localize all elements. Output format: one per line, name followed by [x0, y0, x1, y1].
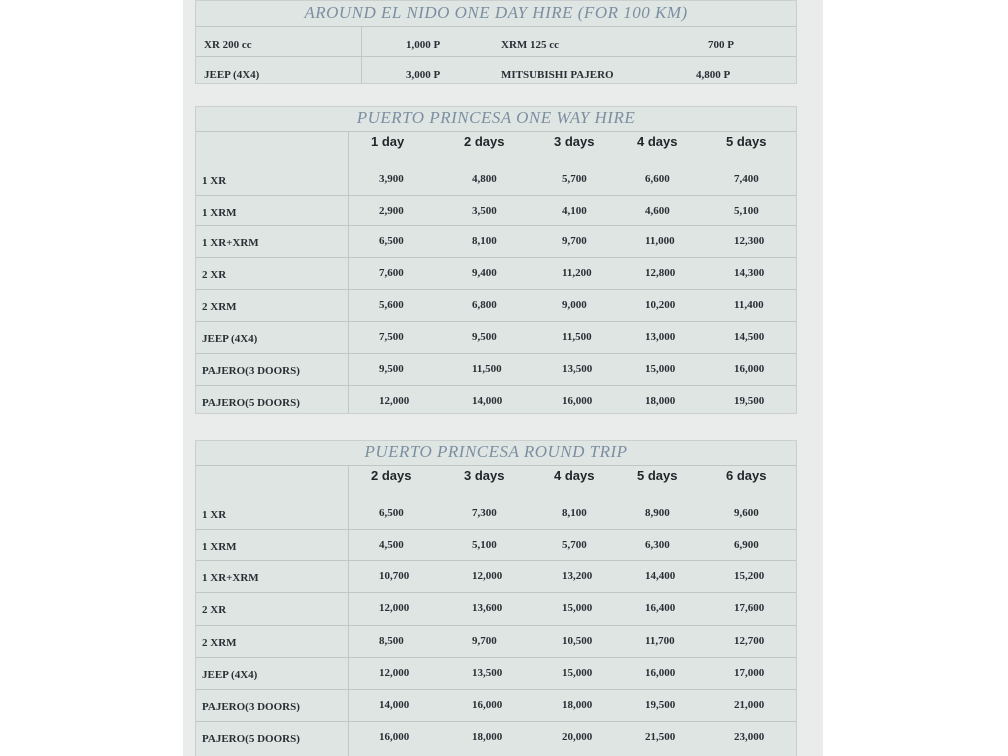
oneway-price-cell: 4,100 — [562, 205, 587, 217]
roundtrip-price-cell: 8,100 — [562, 507, 587, 519]
roundtrip-header-col1: 2 days — [371, 468, 412, 483]
roundtrip-row-label: 1 XR+XRM — [202, 572, 259, 584]
roundtrip-price-cell: 16,400 — [645, 602, 676, 614]
oneway-header-col3: 3 days — [554, 134, 595, 149]
oneway-row-label: 1 XR+XRM — [202, 237, 259, 249]
around-row1-vehicle1: XR 200 cc — [204, 39, 252, 51]
roundtrip-price-cell: 16,000 — [645, 667, 676, 679]
oneway-price-cell: 16,000 — [734, 363, 765, 375]
oneway-price-cell: 9,500 — [379, 363, 404, 375]
oneway-price-cell: 12,800 — [645, 267, 676, 279]
roundtrip-price-cell: 10,700 — [379, 570, 410, 582]
roundtrip-price-cell: 16,000 — [472, 699, 503, 711]
oneway-price-cell: 3,500 — [472, 205, 497, 217]
roundtrip-price-cell: 21,500 — [645, 731, 676, 743]
roundtrip-price-cell: 16,000 — [379, 731, 410, 743]
around-row2-price2: 4,800 P — [696, 69, 731, 81]
oneway-price-cell: 7,600 — [379, 267, 404, 279]
oneway-price-cell: 9,500 — [472, 331, 497, 343]
one-way-hire-title: PUERTO PRINCESA ONE WAY HIRE — [356, 108, 636, 127]
oneway-price-cell: 4,600 — [645, 205, 670, 217]
oneway-price-cell: 13,000 — [645, 331, 676, 343]
one-way-hire-section — [195, 106, 797, 414]
roundtrip-price-cell: 13,600 — [472, 602, 503, 614]
roundtrip-row-label: PAJERO(5 DOORS) — [202, 733, 300, 745]
roundtrip-price-cell: 17,000 — [734, 667, 765, 679]
roundtrip-price-cell: 15,000 — [562, 667, 593, 679]
oneway-price-cell: 5,100 — [734, 205, 759, 217]
roundtrip-price-cell: 5,700 — [562, 539, 587, 551]
oneway-row-label: 2 XRM — [202, 301, 237, 313]
oneway-price-cell: 9,400 — [472, 267, 497, 279]
oneway-price-cell: 10,200 — [645, 299, 676, 311]
roundtrip-price-cell: 5,100 — [472, 539, 497, 551]
oneway-price-cell: 14,000 — [472, 395, 503, 407]
oneway-price-cell: 2,900 — [379, 205, 404, 217]
around-row2-vehicle2: MITSUBISHI PAJERO — [501, 69, 614, 81]
roundtrip-price-cell: 21,000 — [734, 699, 765, 711]
oneway-row-label: 1 XR — [202, 175, 227, 187]
roundtrip-row-label: 1 XRM — [202, 541, 237, 553]
roundtrip-price-cell: 8,900 — [645, 507, 670, 519]
roundtrip-price-cell: 20,000 — [562, 731, 593, 743]
roundtrip-header-col5: 6 days — [726, 468, 767, 483]
roundtrip-price-cell: 11,700 — [645, 635, 675, 647]
oneway-price-cell: 11,400 — [734, 299, 764, 311]
oneway-price-cell: 6,800 — [472, 299, 497, 311]
oneway-header-col5: 5 days — [726, 134, 767, 149]
oneway-price-cell: 5,700 — [562, 173, 587, 185]
roundtrip-price-cell: 7,300 — [472, 507, 497, 519]
oneway-price-cell: 9,700 — [562, 235, 587, 247]
oneway-row-label: JEEP (4X4) — [202, 333, 258, 345]
roundtrip-price-cell: 23,000 — [734, 731, 765, 743]
oneway-price-cell: 5,600 — [379, 299, 404, 311]
roundtrip-price-cell: 17,600 — [734, 602, 765, 614]
roundtrip-row-label: 1 XR — [202, 509, 227, 521]
roundtrip-header-col4: 5 days — [637, 468, 678, 483]
oneway-price-cell: 11,200 — [562, 267, 592, 279]
roundtrip-price-cell: 14,000 — [379, 699, 410, 711]
roundtrip-price-cell: 12,000 — [379, 667, 410, 679]
around-row1-vehicle2: XRM 125 cc — [501, 39, 560, 51]
round-trip-section — [195, 440, 797, 756]
oneway-row-label: 1 XRM — [202, 207, 237, 219]
roundtrip-price-cell: 6,300 — [645, 539, 670, 551]
roundtrip-row-label: PAJERO(3 DOORS) — [202, 701, 300, 713]
roundtrip-price-cell: 15,000 — [562, 602, 593, 614]
roundtrip-price-cell: 18,000 — [472, 731, 503, 743]
roundtrip-price-cell: 14,400 — [645, 570, 676, 582]
oneway-price-cell: 12,000 — [379, 395, 410, 407]
price-list-paper — [183, 0, 823, 756]
oneway-price-cell: 8,100 — [472, 235, 497, 247]
roundtrip-row-label: 2 XR — [202, 604, 227, 616]
oneway-header-col2: 2 days — [464, 134, 505, 149]
around-row1-price1: 1,000 P — [406, 39, 441, 51]
oneway-price-cell: 18,000 — [645, 395, 676, 407]
oneway-price-cell: 19,500 — [734, 395, 765, 407]
roundtrip-price-cell: 12,700 — [734, 635, 765, 647]
oneway-price-cell: 11,500 — [562, 331, 592, 343]
roundtrip-row-label: 2 XRM — [202, 637, 237, 649]
roundtrip-price-cell: 13,500 — [472, 667, 503, 679]
oneway-price-cell: 13,500 — [562, 363, 593, 375]
oneway-price-cell: 14,300 — [734, 267, 765, 279]
around-row2-vehicle1: JEEP (4X4) — [204, 69, 260, 81]
roundtrip-price-cell: 8,500 — [379, 635, 404, 647]
oneway-price-cell: 6,600 — [645, 173, 670, 185]
oneway-price-cell: 4,800 — [472, 173, 497, 185]
roundtrip-header-col3: 4 days — [554, 468, 595, 483]
oneway-price-cell: 3,900 — [379, 173, 404, 185]
roundtrip-price-cell: 4,500 — [379, 539, 404, 551]
roundtrip-price-cell: 19,500 — [645, 699, 676, 711]
oneway-price-cell: 11,500 — [472, 363, 502, 375]
oneway-price-cell: 7,500 — [379, 331, 404, 343]
oneway-row-label: PAJERO(5 DOORS) — [202, 397, 300, 409]
roundtrip-price-cell: 13,200 — [562, 570, 593, 582]
round-trip-title: PUERTO PRINCESA ROUND TRIP — [364, 442, 628, 461]
oneway-row-label: PAJERO(3 DOORS) — [202, 365, 300, 377]
around-row2-price1: 3,000 P — [406, 69, 441, 81]
roundtrip-price-cell: 9,600 — [734, 507, 759, 519]
roundtrip-price-cell: 12,000 — [472, 570, 503, 582]
oneway-header-col1: 1 day — [371, 134, 405, 149]
oneway-price-cell: 15,000 — [645, 363, 676, 375]
roundtrip-header-col2: 3 days — [464, 468, 505, 483]
around-el-nido-title: AROUND EL NIDO ONE DAY HIRE (FOR 100 KM) — [304, 3, 688, 22]
roundtrip-price-cell: 6,900 — [734, 539, 759, 551]
oneway-price-cell: 9,000 — [562, 299, 587, 311]
roundtrip-price-cell: 15,200 — [734, 570, 765, 582]
oneway-row-label: 2 XR — [202, 269, 227, 281]
roundtrip-row-label: JEEP (4X4) — [202, 669, 258, 681]
roundtrip-price-cell: 9,700 — [472, 635, 497, 647]
roundtrip-price-cell: 12,000 — [379, 602, 410, 614]
oneway-price-cell: 14,500 — [734, 331, 765, 343]
oneway-price-cell: 7,400 — [734, 173, 759, 185]
oneway-price-cell: 11,000 — [645, 235, 675, 247]
around-row1-price2: 700 P — [708, 39, 734, 51]
oneway-header-col4: 4 days — [637, 134, 678, 149]
oneway-price-cell: 16,000 — [562, 395, 593, 407]
oneway-price-cell: 12,300 — [734, 235, 765, 247]
around-el-nido-section — [195, 0, 797, 84]
roundtrip-price-cell: 10,500 — [562, 635, 593, 647]
oneway-price-cell: 6,500 — [379, 235, 404, 247]
roundtrip-price-cell: 6,500 — [379, 507, 404, 519]
roundtrip-price-cell: 18,000 — [562, 699, 593, 711]
